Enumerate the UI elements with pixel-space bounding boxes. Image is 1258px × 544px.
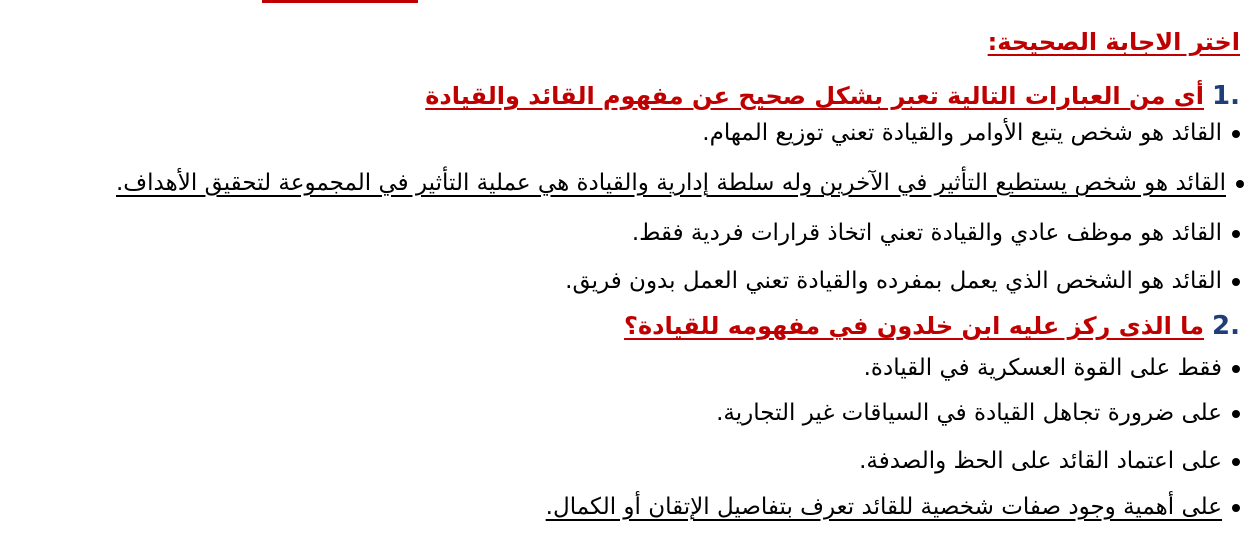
option-text: القائد هو شخص يتبع الأوامر والقيادة تعني توزيع المهام. bbox=[702, 120, 1222, 146]
question-2-number: 2. bbox=[1212, 311, 1240, 341]
bullet-icon bbox=[1232, 365, 1240, 373]
question-2-option-3[interactable] bbox=[859, 450, 1240, 473]
question-2 bbox=[624, 313, 1240, 339]
bullet-icon bbox=[1232, 230, 1240, 238]
bullet-icon bbox=[1232, 130, 1240, 138]
option-text: على أهمية وجود صفات شخصية للقائد تعرف بتفاصيل الإتقان أو الكمال. bbox=[545, 494, 1222, 520]
question-2-option-4[interactable] bbox=[546, 496, 1240, 519]
option-text: فقط على القوة العسكرية في القيادة. bbox=[863, 355, 1222, 381]
bullet-icon bbox=[1232, 504, 1240, 512]
option-text: القائد هو الشخص الذي يعمل بمفرده والقيادة تعني العمل بدون فريق. bbox=[565, 268, 1222, 294]
instruction-heading: اختر الاجابة الصحيحة: bbox=[987, 28, 1240, 56]
top-rule bbox=[262, 0, 418, 3]
question-1-option-4[interactable] bbox=[565, 270, 1240, 293]
option-text: على ضرورة تجاهل القيادة في السياقات غير التجارية. bbox=[716, 400, 1222, 426]
question-1-option-2[interactable] bbox=[116, 172, 1244, 195]
question-2-text: ما الذى ركز عليه ابن خلدون في مفهومه للقيادة؟ bbox=[624, 312, 1205, 340]
bullet-icon bbox=[1232, 458, 1240, 466]
bullet-icon bbox=[1236, 180, 1244, 188]
bullet-icon bbox=[1232, 278, 1240, 286]
question-1-text: أى من العبارات التالية تعبر بشكل صحيح عن مفهوم القائد والقيادة bbox=[425, 82, 1205, 110]
question-1-option-3[interactable] bbox=[632, 222, 1240, 245]
option-text: القائد هو شخص يستطيع التأثير في الآخرين وله سلطة إدارية والقيادة هي عملية التأثير في المجموعة لتحقيق الأهداف. bbox=[116, 170, 1226, 196]
question-2-option-2[interactable] bbox=[716, 402, 1240, 425]
bullet-icon bbox=[1232, 410, 1240, 418]
question-2-option-1[interactable] bbox=[864, 357, 1240, 380]
option-text: القائد هو موظف عادي والقيادة تعني اتخاذ قرارات فردية فقط. bbox=[631, 220, 1222, 246]
question-1-option-1[interactable] bbox=[702, 122, 1240, 145]
option-text: على اعتماد القائد على الحظ والصدفة. bbox=[859, 448, 1222, 474]
question-1 bbox=[425, 83, 1240, 109]
question-1-number: 1. bbox=[1212, 81, 1240, 111]
